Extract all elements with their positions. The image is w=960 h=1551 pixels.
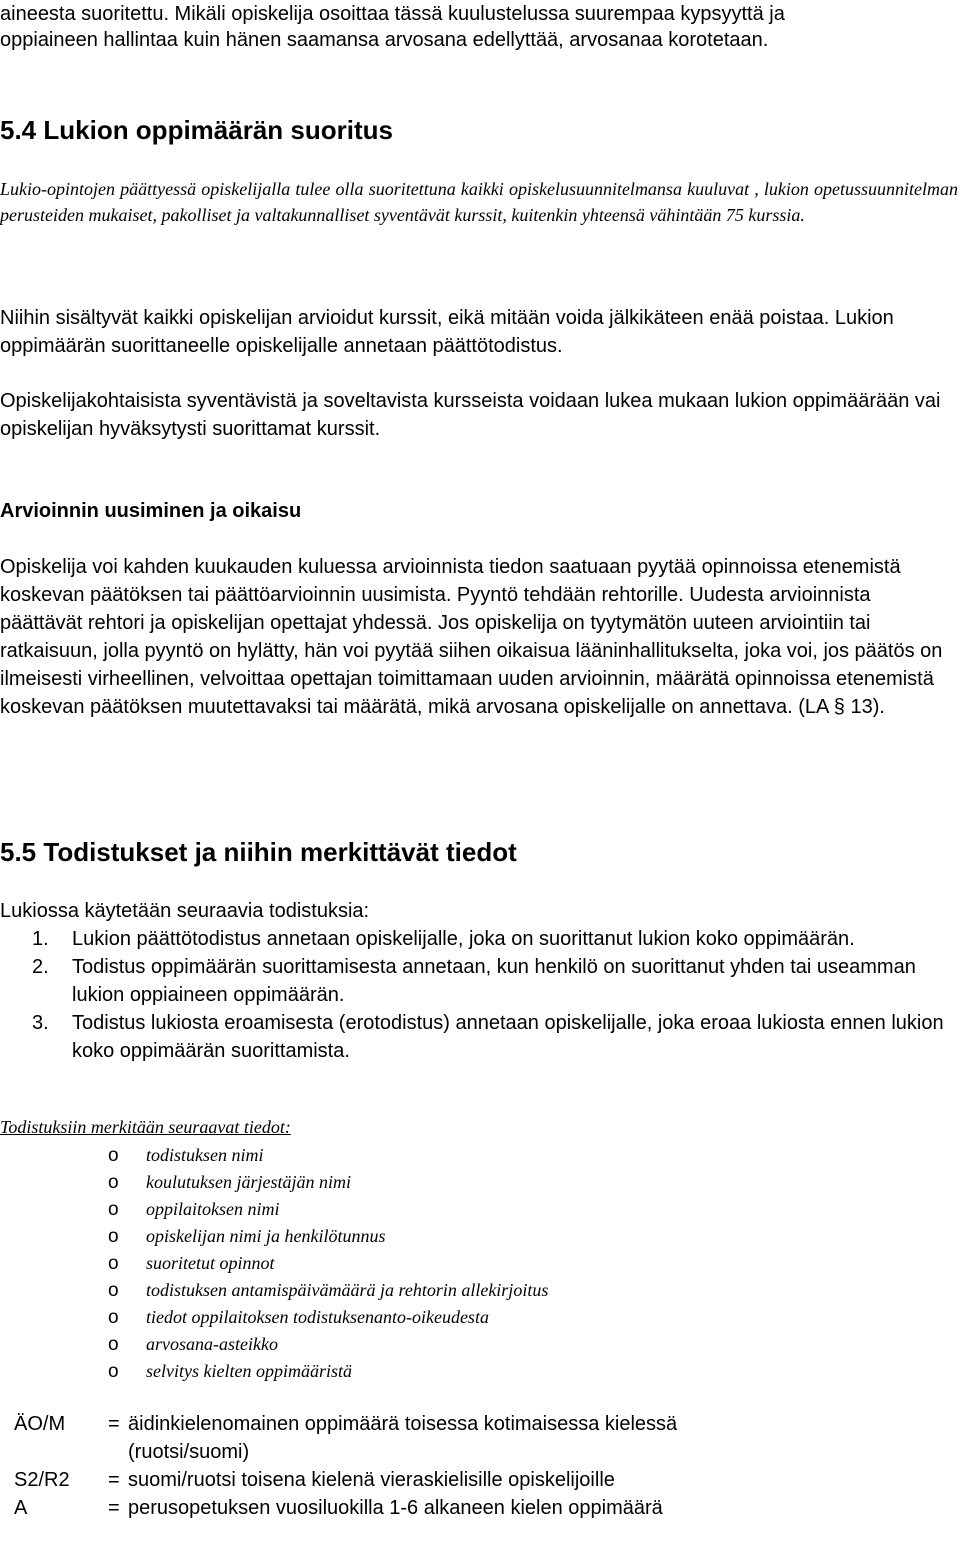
list-text: todistuksen antamispäivämäärä ja rehtorin allekirjoitus <box>146 1280 549 1300</box>
abbreviation-description: perusopetuksen vuosiluokilla 1-6 alkaneen kielen oppimäärä <box>128 1497 663 1519</box>
abbreviation-key: S2/R2 <box>14 1469 70 1491</box>
list-item <box>108 1196 548 1223</box>
list-item <box>108 1142 548 1169</box>
abbreviation-separator: = <box>108 1497 120 1519</box>
list-item <box>108 1169 548 1196</box>
abbreviation-separator: = <box>108 1413 120 1435</box>
abbreviation-row <box>14 1466 944 1494</box>
list-text: Todistus lukiosta eroamisesta (erotodistus) annetaan opiskelijalle, joka eroaa lukiosta ennen lukion koko oppimäärän suorittamista. <box>72 1012 944 1062</box>
list-number: 2. <box>32 956 49 978</box>
abbreviation-key: ÄO/M <box>14 1413 66 1435</box>
bullet-marker: o <box>108 1334 119 1355</box>
list-text: opiskelijan nimi ja henkilötunnus <box>146 1226 386 1246</box>
list-item <box>32 925 952 953</box>
certificate-info-list <box>108 1142 548 1385</box>
abbreviation-list <box>14 1410 944 1522</box>
list-item <box>108 1331 548 1358</box>
list-number: 3. <box>32 1012 49 1034</box>
certificate-info-lead: Todistuksiin merkitään seuraavat tiedot: <box>0 1117 291 1137</box>
list-text: suoritetut opinnot <box>146 1253 275 1273</box>
certificates-lead: Lukiossa käytetään seuraavia todistuksia: <box>0 900 370 922</box>
list-item <box>108 1223 548 1250</box>
bullet-marker: o <box>108 1253 119 1274</box>
bullet-marker: o <box>108 1145 119 1166</box>
list-text: arvosana-asteikko <box>146 1334 278 1354</box>
abbreviation-separator: = <box>108 1469 120 1491</box>
bullet-marker: o <box>108 1172 119 1193</box>
list-item <box>108 1304 548 1331</box>
list-item <box>32 1009 952 1065</box>
list-text: selvitys kielten oppimääristä <box>146 1361 352 1381</box>
appeal-heading: Arvioinnin uusiminen ja oikaisu <box>0 500 302 522</box>
abbreviation-key: A <box>14 1497 28 1519</box>
bullet-marker: o <box>108 1307 119 1328</box>
list-number: 1. <box>32 928 49 950</box>
abbreviation-row <box>14 1494 944 1522</box>
section-5-4-paragraph-1: Niihin sisältyvät kaikki opiskelijan arvioidut kurssit, eikä mitään voida jälkikäteen enää poistaa. Lukion oppimäärän suorittaneelle opiskelijalle annetaan päättötodistus. <box>0 307 894 357</box>
appeal-paragraph: Opiskelija voi kahden kuukauden kuluessa arvioinnista tiedon saatuaan pyytää opinnoissa etenemistä koskevan päätöksen tai päättöarvioinnin uusimista. Pyyntö tehdään rehtorille. Uudesta arvioinnista päättävät rehtori ja opiskelijan opettajat yhdessä. Jos opiskelija on tyytymätön uuteen arviointiin tai ratkaisuun, jolla pyyntö on hylätty, hän voi pyytää siihen oikaisua lääninhallitukselta, joka voi, jos päätös on ilmeisesti virheellinen, velvoittaa opettajan toimittamaan uuden arvioinnin, määrätä opinnoissa etenemistä koskevan päätöksen muutettavaksi tai määrätä, mikä arvosana opiskelijalle on annettava. (LA § 13). <box>0 556 943 718</box>
section-5-4-paragraph-2: Opiskelijakohtaisista syventävistä ja soveltavista kursseista voidaan lukea mukaan lukion oppimäärään vai opiskelijan hyväksytysti suorittamat kurssit. <box>0 390 941 440</box>
abbreviation-description: suomi/ruotsi toisena kielenä vieraskielisille opiskelijoille <box>128 1469 615 1491</box>
section-5-4-italic-paragraph: Lukio-opintojen päättyessä opiskelijalla tulee olla suoritettuna kaikki opiskelusuunnitelmansa kuuluvat , lukion opetussuunnitelman perusteiden mukaiset, pakolliset ja valtakunnalliset syventävät kurssit, kuitenkin yhteensä vähintään 75 kurssia. <box>0 179 958 225</box>
abbreviation-description: äidinkielenomainen oppimäärä toisessa kotimaisessa kielessä (ruotsi/suomi) <box>128 1413 678 1463</box>
list-text: oppilaitoksen nimi <box>146 1199 280 1219</box>
bullet-marker: o <box>108 1226 119 1247</box>
abbreviation-row <box>14 1410 944 1466</box>
list-item <box>108 1358 548 1385</box>
list-item <box>32 953 952 1009</box>
bullet-marker: o <box>108 1199 119 1220</box>
bullet-marker: o <box>108 1280 119 1301</box>
list-text: tiedot oppilaitoksen todistuksenanto-oikeudesta <box>146 1307 489 1327</box>
list-item <box>108 1277 548 1304</box>
bullet-marker: o <box>108 1361 119 1382</box>
intro-line-1: aineesta suoritettu. Mikäli opiskelija osoittaa tässä kuulustelussa suurempaa kypsyyttä ja <box>0 3 785 25</box>
list-item <box>108 1250 548 1277</box>
list-text: Lukion päättötodistus annetaan opiskelijalle, joka on suorittanut lukion koko oppimäärän. <box>72 928 855 950</box>
list-text: Todistus oppimäärän suorittamisesta annetaan, kun henkilö on suorittanut yhden tai useamman lukion oppiaineen oppimäärän. <box>72 956 916 1006</box>
intro-line-2: oppiaineen hallintaa kuin hänen saamansa arvosana edellyttää, arvosanaa korotetaan. <box>0 29 769 51</box>
list-text: koulutuksen järjestäjän nimi <box>146 1172 351 1192</box>
section-5-5-heading: 5.5 Todistukset ja niihin merkittävät tiedot <box>0 837 517 867</box>
certificate-list <box>32 925 952 1065</box>
list-text: todistuksen nimi <box>146 1145 264 1165</box>
section-5-4-heading: 5.4 Lukion oppimäärän suoritus <box>0 115 393 145</box>
